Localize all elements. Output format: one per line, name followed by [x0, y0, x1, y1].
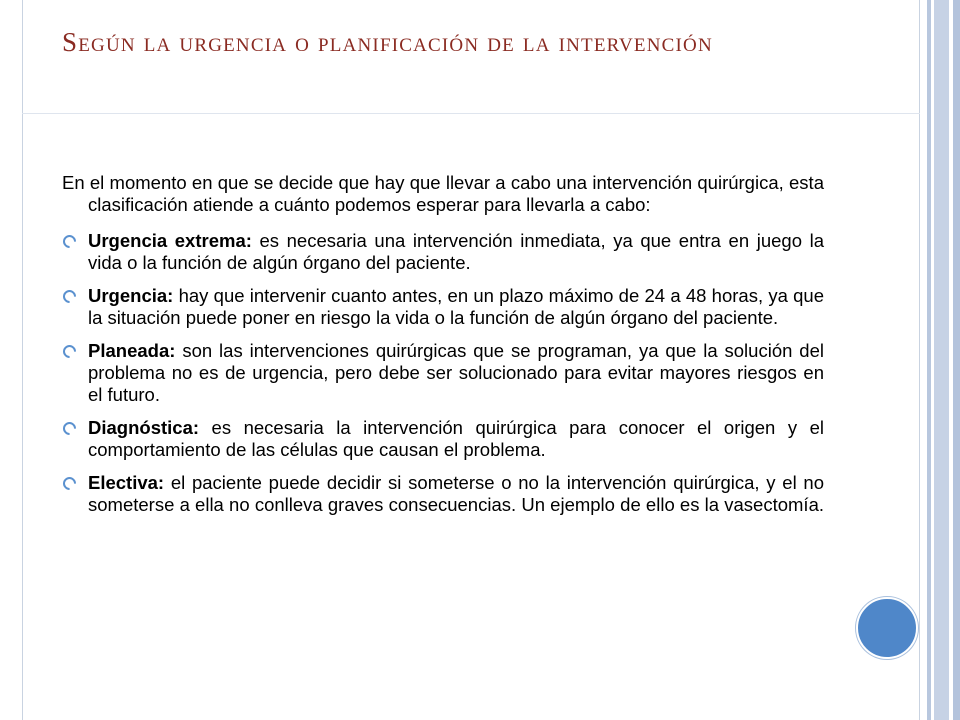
bullet-icon	[60, 232, 78, 250]
item-term: Diagnóstica:	[88, 417, 200, 438]
bullet-icon	[60, 419, 78, 437]
list-item-electiva	[62, 472, 824, 516]
slide-body	[62, 172, 824, 527]
item-text: son las intervenciones quirúrgicas que se programan, ya que la solución del problema no es de urgencia, pero debe ser solucionado para evitar mayores riesgos en el futuro.	[88, 340, 824, 405]
list-item-diagnostica	[62, 417, 824, 461]
bullet-icon	[60, 474, 78, 492]
list-item-urgencia	[62, 285, 824, 329]
bullet-icon	[60, 287, 78, 305]
decorative-circle	[856, 597, 918, 659]
item-text: hay que intervenir cuanto antes, en un plazo máximo de 24 a 48 horas, ya que la situación puede poner en riesgo la vida o la función de algún órgano del paciente.	[88, 285, 824, 328]
item-term: Electiva:	[88, 472, 165, 493]
title-divider	[22, 113, 920, 114]
intro-paragraph: En el momento en que se decide que hay que llevar a cabo una intervención quirúrgica, esta clasificación atiende a cuánto podemos esperar para llevarla a cabo:	[62, 172, 824, 215]
item-term: Urgencia:	[88, 285, 174, 306]
item-text: es necesaria una intervención inmediata, ya que entra en juego la vida o la función de algún órgano del paciente.	[88, 230, 824, 273]
decorative-side-stripes	[920, 0, 960, 720]
item-term: Urgencia extrema:	[88, 230, 252, 251]
list-item-urgencia-extrema	[62, 230, 824, 274]
item-term: Planeada:	[88, 340, 176, 361]
item-text: es necesaria la intervención quirúrgica para conocer el origen y el comportamiento de las células que causan el problema.	[88, 417, 824, 460]
classification-list	[62, 230, 824, 516]
bullet-icon	[60, 342, 78, 360]
item-text: el paciente puede decidir si someterse o no la intervención quirúrgica, y el no someterse a ella no conlleva graves consecuencias. Un ejemplo de ello es la vasectomía.	[88, 472, 824, 515]
slide-title: Según la urgencia o planificación de la intervención	[62, 27, 713, 57]
list-item-planeada	[62, 340, 824, 406]
